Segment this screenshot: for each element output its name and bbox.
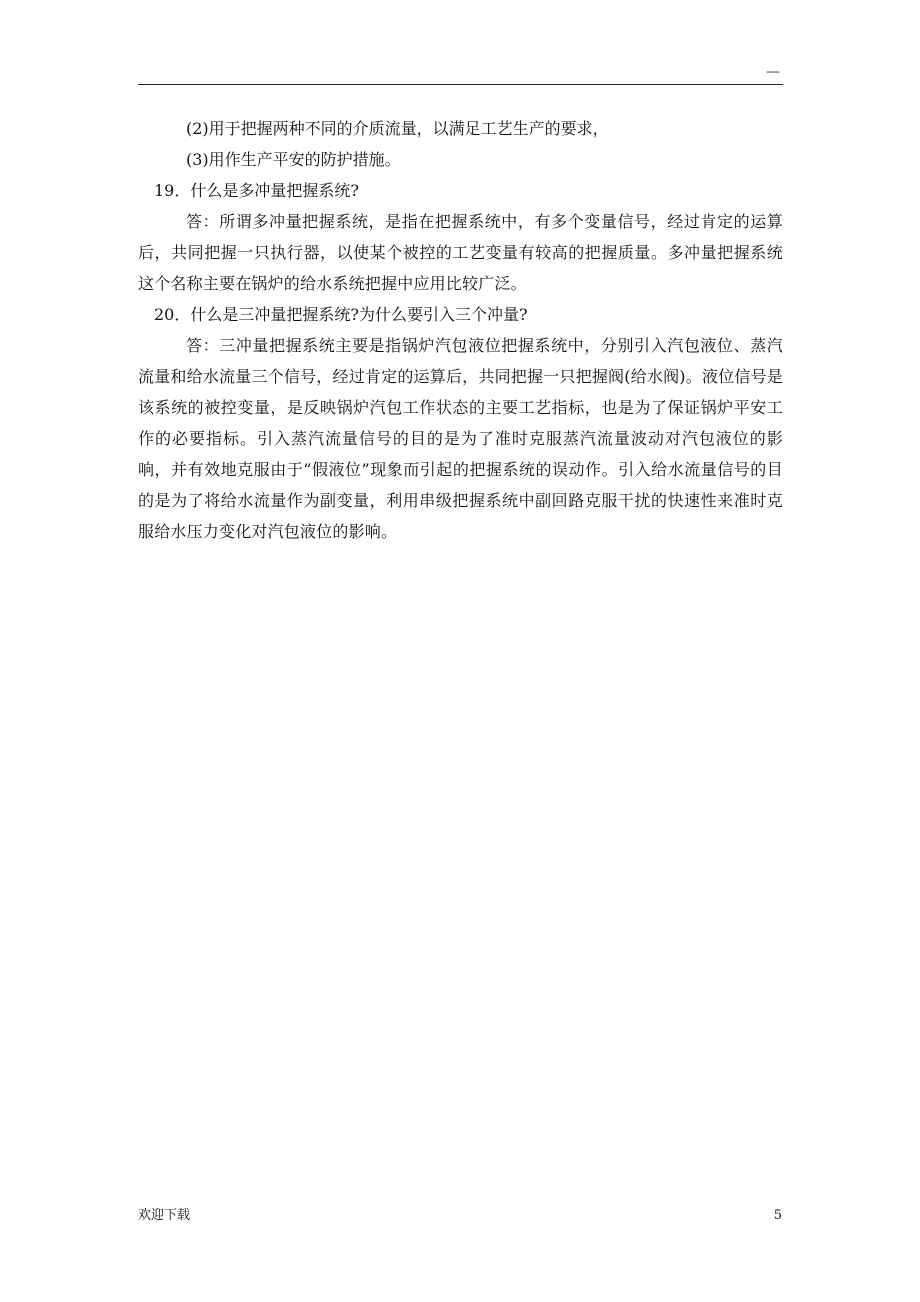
question-20: 20．什么是三冲量把握系统?为什么要引入三个冲量? [154,305,528,324]
list-item-3: (3)用作生产平安的防护措施。 [186,150,401,169]
list-item-2: (2)用于把握两种不同的介质流量，以满足工艺生产的要求， [186,119,609,138]
answer-20: 答：三冲量把握系统主要是指锅炉汽包液位把握系统中，分别引入汽包液位、蒸汽流量和给水流量三个信号，经过肯定的运算后，共同把握一只把握阀(给水阀)。液位信号是该系统的被控变量，是反映锅炉汽包工作状态的主要工艺指标，也是为了保证锅炉平安工作的必要指标。引入蒸汽流量信号的目的是为了准时克服蒸汽流量波动对汽包液位的影响，并有效地克服由于“假液位”现象而引起的把握系统的误动作。引入给水流量信号的目的是为了将给水流量作为副变量，利用串级把握系统中副回路克服干扰的快速性来准时克服给水压力变化对汽包液位的影响。 [138,336,783,541]
header-mark: — [766,64,780,80]
document-body [138,113,783,547]
question-19: 19．什么是多冲量把握系统? [154,181,359,200]
header-rule [138,84,783,85]
page-number: 5 [773,1208,782,1223]
footer-download-text: 欢迎下载 [138,1208,191,1223]
answer-19: 答：所谓多冲量把握系统，是指在把握系统中，有多个变量信号，经过肯定的运算后，共同把握一只执行器，以使某个被控的工艺变量有较高的把握质量。多冲量把握系统这个名称主要在锅炉的给水系统把握中应用比较广泛。 [138,212,783,293]
